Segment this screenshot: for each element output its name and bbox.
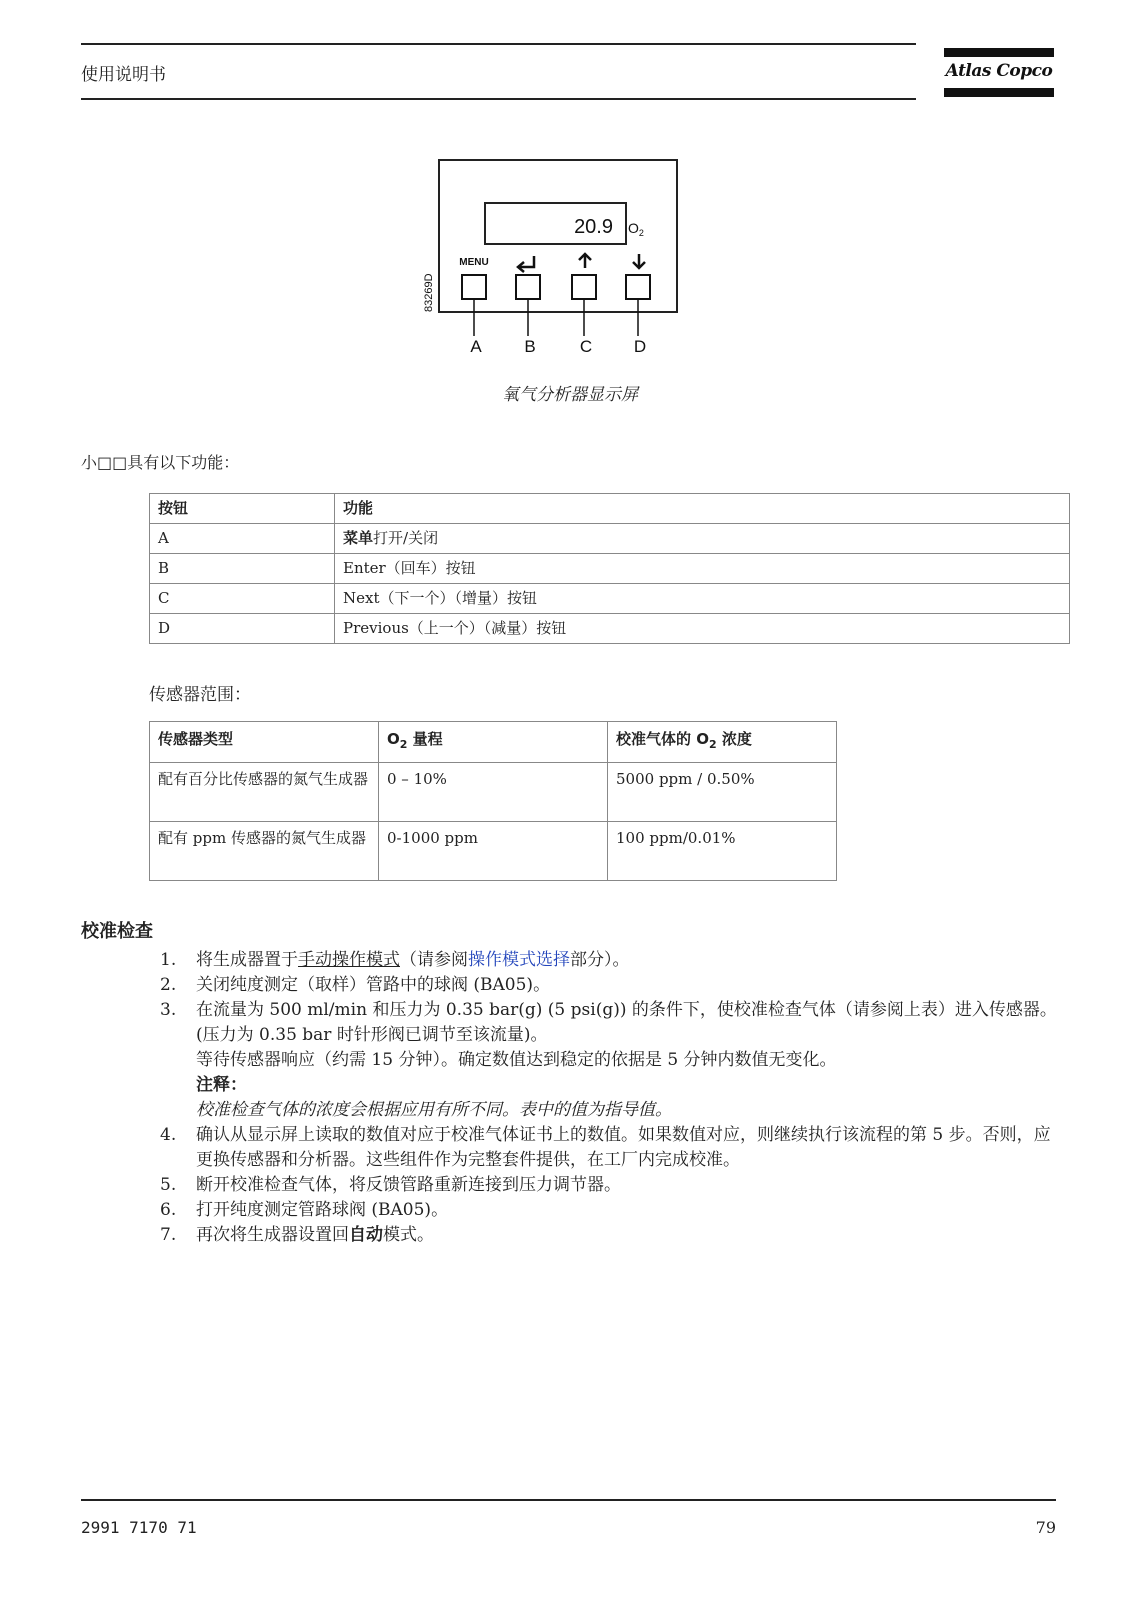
down-arrow-icon [633, 254, 645, 268]
column-header: $O_2$ 量程 [379, 722, 608, 763]
button-a [462, 275, 486, 299]
sensor-range-table [149, 721, 837, 881]
wait-text: 等待传感器响应（约需 15 分钟）。确定数值达到稳定的依据是 5 分钟内数值无变化。 [196, 1050, 837, 1070]
list-item: 2. 关闭纯度测定（取样）管路中的球阀 (BA05)。 [160, 975, 551, 995]
table-cell: 100 ppm/0.01% [608, 822, 837, 881]
enter-arrow-icon [518, 256, 534, 272]
column-header: 功能 [335, 494, 1070, 524]
list-item: 5. 断开校准检查气体，将反馈管路重新连接到压力调节器。 [160, 1175, 621, 1195]
list-item: 1. 将生成器置于手动操作模式（请参阅操作模式选择部分）。 [160, 950, 630, 970]
section-heading: 校准检查 [81, 921, 153, 942]
table-cell: 5000 ppm / 0.50% [608, 763, 837, 822]
table-cell: 配有 ppm 传感器的氮气生成器 [150, 822, 379, 881]
table-cell: 配有百分比传感器的氮气生成器 [150, 763, 379, 822]
svg-text:O2 [628, 220, 644, 238]
label-d: D [633, 337, 647, 356]
figure-side-code: 83269D [423, 273, 435, 312]
intro-text: 小□□具有以下功能： [81, 453, 240, 472]
display-value: 20.9 [574, 216, 613, 238]
calibration-steps [160, 948, 1060, 1248]
label-c: C [579, 337, 593, 356]
note-text: 校准检查气体的浓度会根据应用有所不同。表中的值为指导值。 [196, 1100, 672, 1120]
table-header-row [150, 494, 1070, 524]
table-row [150, 524, 1070, 554]
display-unit-sub: 2 [638, 228, 644, 238]
table-cell: Next（下一个）（增量）按钮 [335, 584, 1070, 614]
header-rule-bottom [81, 98, 916, 100]
table-header-row [150, 722, 837, 763]
table-cell: D [150, 614, 335, 644]
footer-rule [81, 1499, 1056, 1501]
table-row [150, 763, 837, 822]
table-cell: Previous（上一个）（减量）按钮 [335, 614, 1070, 644]
atlas-copco-logo: Atlas Copco [944, 48, 1054, 100]
column-header: 校准气体的 $O_2$ 浓度 [608, 722, 837, 763]
list-item: 4. 确认从显示屏上读取的数值对应于校准气体证书上的数值。如果数值对应，则继续执行该流程的第 5 步。否则，应更换传感器和分析器。这些组件作为完整套件提供，在工厂内完成校准。 [160, 1125, 1051, 1170]
page-number: 79 [1035, 1518, 1056, 1537]
display-unit: O [628, 220, 639, 236]
table-cell: 0 – 10% [379, 763, 608, 822]
document-code: 2991 7170 71 [81, 1518, 197, 1537]
column-header: 传感器类型 [150, 722, 379, 763]
oxygen-analyzer-figure [423, 160, 705, 375]
table-cell: 0-1000 ppm [379, 822, 608, 881]
list-item: 3. 在流量为 500 ml/min 和压力为 0.35 bar(g) (5 psi(g)) 的条件下，使校准检查气体（请参阅上表）进入传感器。(压力为 0.35 bar 时针形阀已调节至该流量)。 等待传感器响应（约需 15 分钟）。确定数值达到稳定的依据是 5 分钟内数值无变化。 注释： 校准检查气体的浓度会根据应用有所不同。表中的值为指导值。 [160, 998, 1060, 1123]
figure-caption: 氧气分析器显示屏 [502, 385, 638, 405]
table-cell: B [150, 554, 335, 584]
menu-label: MENU [459, 257, 489, 268]
button-function-table [149, 493, 1070, 644]
header-title: 使用说明书 [81, 65, 166, 85]
table-row [150, 584, 1070, 614]
table-cell: 菜单打开/关闭 [335, 524, 1070, 554]
table-row [150, 822, 837, 881]
table-cell: Enter（回车）按钮 [335, 554, 1070, 584]
table-row [150, 614, 1070, 644]
header-rule-top [81, 43, 916, 45]
table-cell: C [150, 584, 335, 614]
label-b: B [524, 337, 536, 356]
operating-mode-link[interactable]: 操作模式选择 [468, 950, 570, 970]
sensor-range-heading: 传感器范围： [149, 685, 251, 705]
label-a: A [470, 337, 482, 356]
note-label: 注释： [196, 1075, 247, 1095]
button-b [516, 275, 540, 299]
manual-mode-text: 手动操作模式 [298, 950, 400, 970]
column-header: 按钮 [150, 494, 335, 524]
list-item: 6. 打开纯度测定管路球阀 (BA05)。 [160, 1200, 449, 1220]
button-c [572, 275, 596, 299]
list-item: 7. 再次将生成器设置回自动模式。 [160, 1225, 434, 1245]
table-row [150, 554, 1070, 584]
up-arrow-icon [579, 254, 591, 268]
table-cell: A [150, 524, 335, 554]
button-d [626, 275, 650, 299]
